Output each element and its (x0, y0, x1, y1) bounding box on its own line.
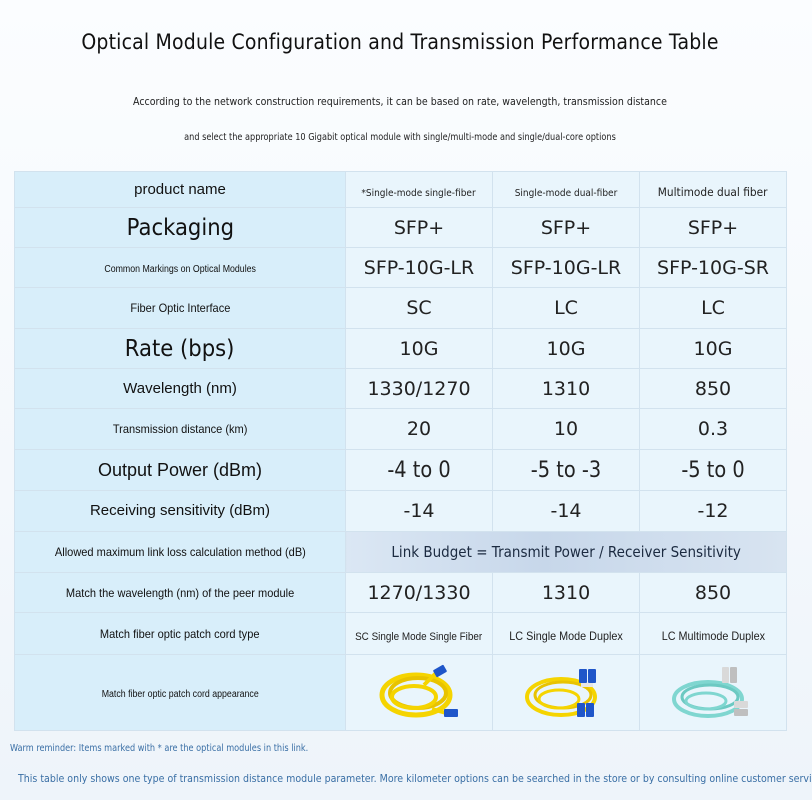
cell-patch-appearance-1 (346, 655, 493, 731)
row-label-patch-type: Match fiber optic patch cord type (15, 613, 346, 655)
cell-sensitivity-2: -14 (493, 491, 640, 532)
row-label-markings: Common Markings on Optical Modules (15, 248, 346, 288)
cell-rate-1: 10G (346, 329, 493, 369)
subtitle-line-1: According to the network construction requirements, it can be based on rate, wavelength, transmission distance (133, 95, 667, 108)
cell-sensitivity-3: -12 (640, 491, 787, 532)
cell-link-loss-formula: Link Budget = Transmit Power / Receiver Sensitivity (346, 532, 787, 573)
table-row (15, 573, 787, 613)
cell-product-1: *Single-mode single-fiber (346, 172, 493, 208)
cell-distance-1: 20 (346, 409, 493, 450)
cell-rate-3: 10G (640, 329, 787, 369)
cell-output-power-3: -5 to 0 (640, 450, 787, 491)
table-row (15, 491, 787, 532)
cell-patch-type-2: LC Single Mode Duplex (493, 613, 640, 655)
cell-patch-appearance-2 (493, 655, 640, 731)
table-row (15, 329, 787, 369)
table-row (15, 288, 787, 329)
table-row (15, 655, 787, 731)
cell-interface-3: LC (640, 288, 787, 329)
row-label-distance: Transmission distance (km) (15, 409, 346, 450)
row-label-product-name: product name (15, 172, 346, 208)
table-row (15, 613, 787, 655)
cell-product-2: Single-mode dual-fiber (493, 172, 640, 208)
table-row (15, 532, 787, 573)
table-row (15, 172, 787, 208)
row-label-peer-wavelength: Match the wavelength (nm) of the peer module (15, 573, 346, 613)
cell-patch-type-3: LC Multimode Duplex (640, 613, 787, 655)
row-label-packaging: Packaging (15, 208, 346, 248)
cell-peer-wavelength-1: 1270/1330 (346, 573, 493, 613)
subtitle-line-2: and select the appropriate 10 Gigabit optical module with single/multi-mode and single/dual-core options (184, 132, 616, 143)
table-row (15, 409, 787, 450)
table-row (15, 208, 787, 248)
cell-packaging-3: SFP+ (640, 208, 787, 248)
cell-packaging-1: SFP+ (346, 208, 493, 248)
cell-wavelength-2: 1310 (493, 369, 640, 409)
info-note: This table only shows one type of transmission distance module parameter. More kilometer options can be searched in the store or by consulting online customer servi (18, 772, 812, 785)
cell-wavelength-3: 850 (640, 369, 787, 409)
lc-multimode-duplex-cord-image (668, 663, 758, 723)
cell-markings-3: SFP-10G-SR (640, 248, 787, 288)
row-label-interface: Fiber Optic Interface (15, 288, 346, 329)
cell-patch-appearance-3 (640, 655, 787, 731)
cell-distance-2: 10 (493, 409, 640, 450)
table-row (15, 369, 787, 409)
row-label-rate: Rate (bps) (15, 329, 346, 369)
cell-distance-3: 0.3 (640, 409, 787, 450)
lc-single-mode-duplex-cord-image (521, 663, 611, 723)
page-title: Optical Module Configuration and Transmission Performance Table (81, 30, 719, 54)
table-row (15, 450, 787, 491)
row-label-link-loss: Allowed maximum link loss calculation method (dB) (15, 532, 346, 573)
cell-wavelength-1: 1330/1270 (346, 369, 493, 409)
cell-product-3: Multimode dual fiber (640, 172, 787, 208)
cell-patch-type-1: SC Single Mode Single Fiber (346, 613, 493, 655)
cell-interface-1: SC (346, 288, 493, 329)
sc-single-mode-cord-image (374, 663, 464, 723)
table-row (15, 248, 787, 288)
cell-peer-wavelength-3: 850 (640, 573, 787, 613)
row-label-output-power: Output Power (dBm) (15, 450, 346, 491)
cell-peer-wavelength-2: 1310 (493, 573, 640, 613)
cell-markings-2: SFP-10G-LR (493, 248, 640, 288)
cell-rate-2: 10G (493, 329, 640, 369)
cell-markings-1: SFP-10G-LR (346, 248, 493, 288)
cell-output-power-2: -5 to -3 (493, 450, 640, 491)
row-label-sensitivity: Receiving sensitivity (dBm) (15, 491, 346, 532)
cell-output-power-1: -4 to 0 (346, 450, 493, 491)
warm-reminder-note: Warm reminder: Items marked with * are the optical modules in this link. (10, 743, 309, 754)
cell-packaging-2: SFP+ (493, 208, 640, 248)
cell-interface-2: LC (493, 288, 640, 329)
cell-sensitivity-1: -14 (346, 491, 493, 532)
row-label-patch-appearance: Match fiber optic patch cord appearance (15, 655, 346, 731)
row-label-wavelength: Wavelength (nm) (15, 369, 346, 409)
spec-table (14, 171, 787, 731)
